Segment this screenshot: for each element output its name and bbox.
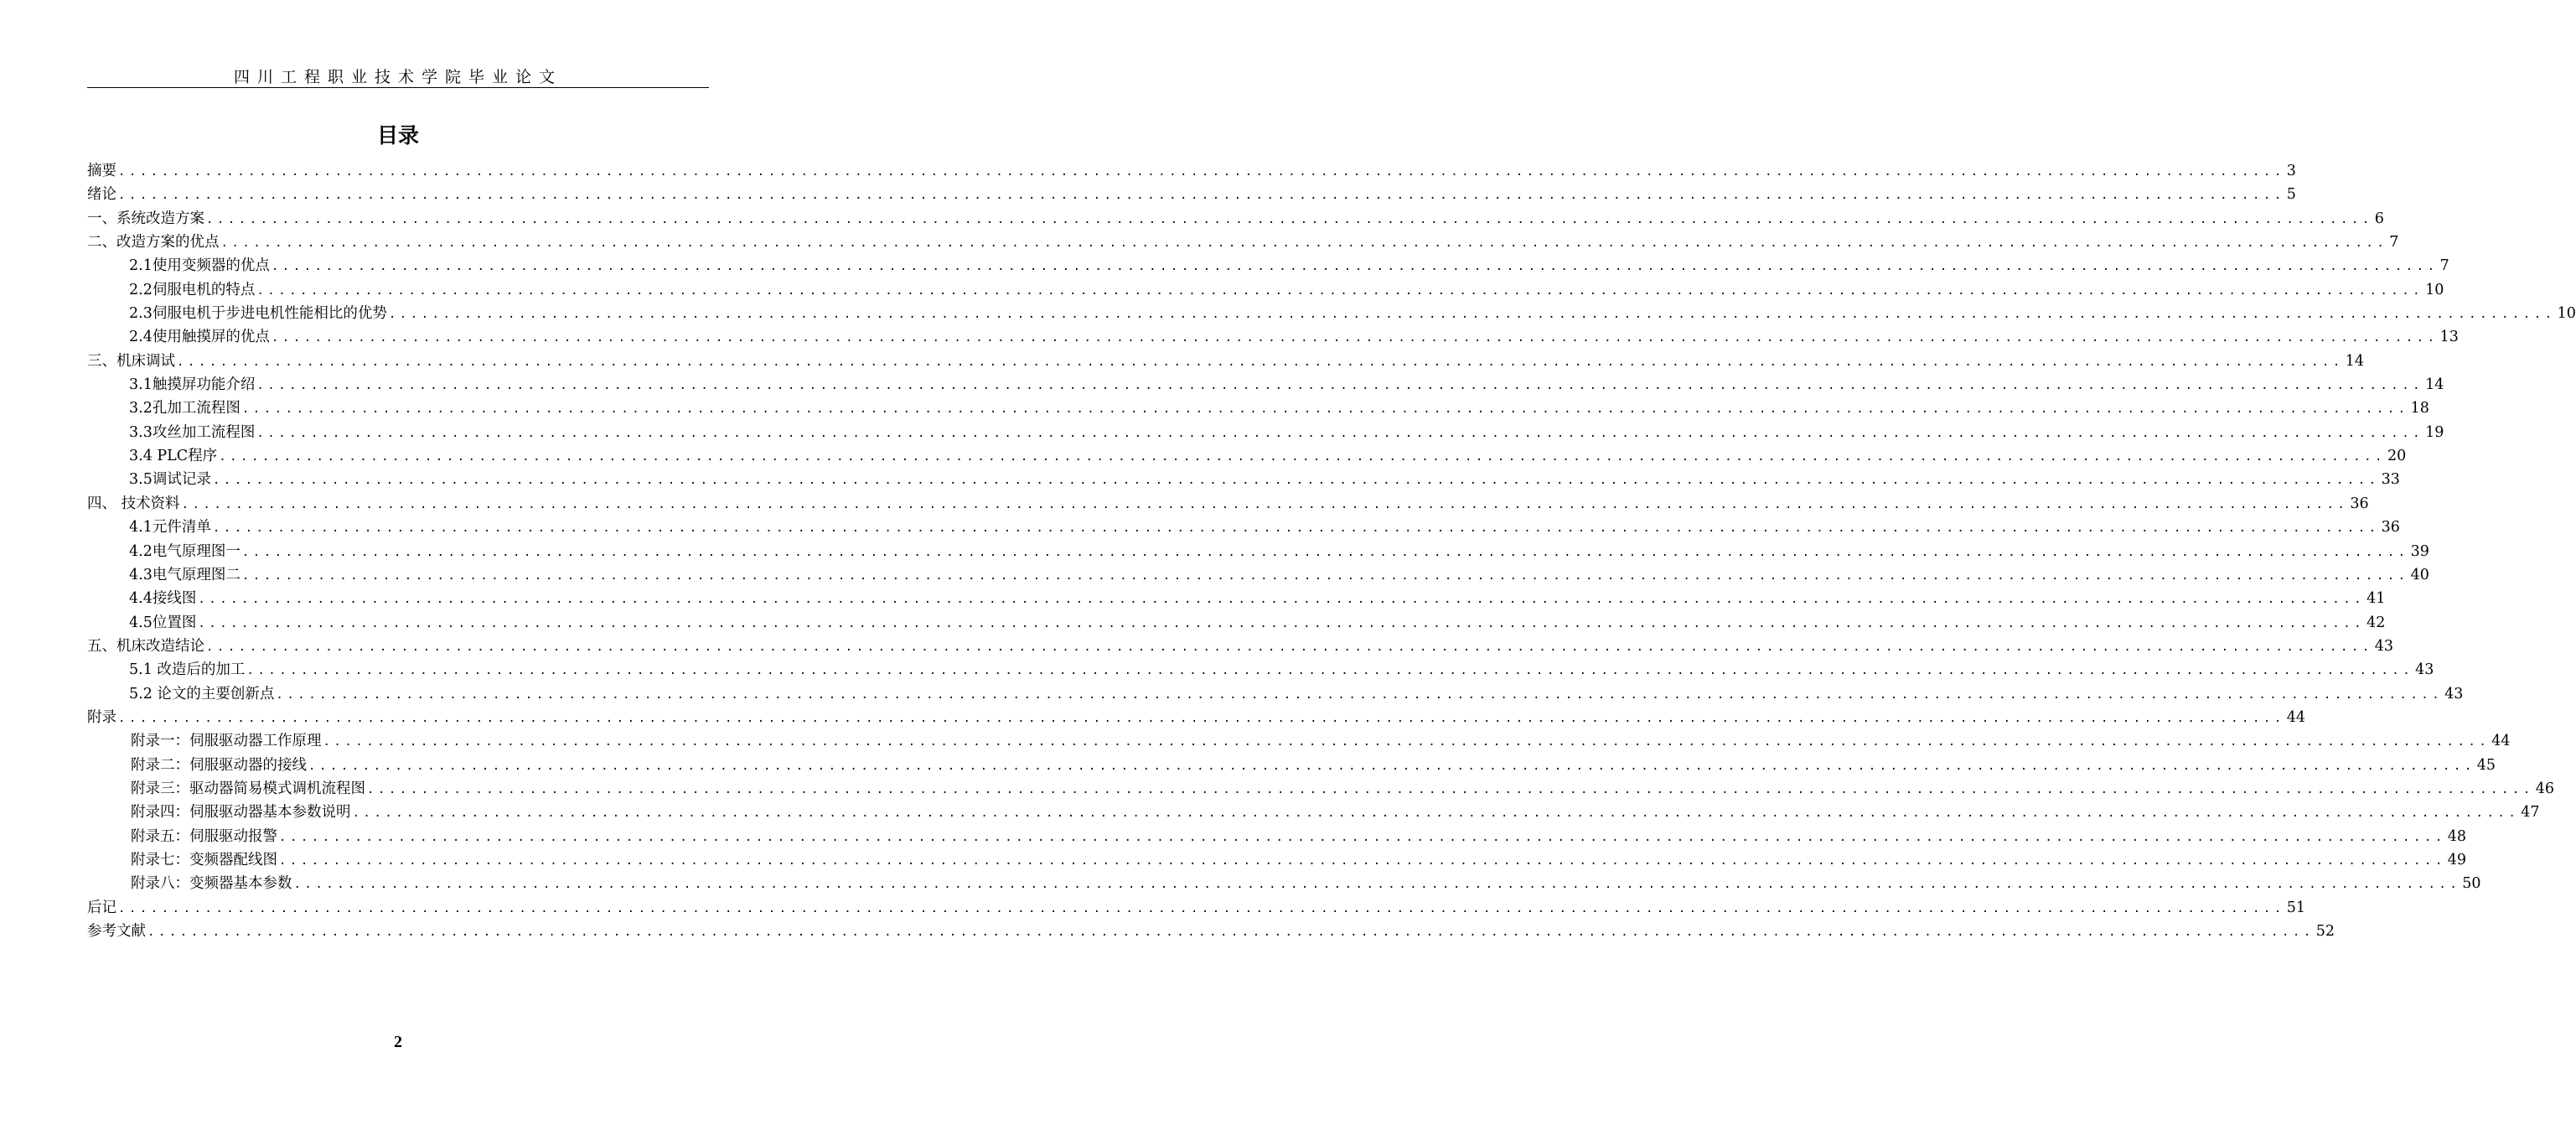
toc-entry-page: 7: [2439, 257, 2449, 275]
dot-leader: ........................................................................................................................................................................................................: [241, 402, 2409, 417]
toc-entry[interactable]: [87, 231, 2399, 254]
dot-leader: ........................................................................................................................................................................................................: [118, 189, 2285, 203]
toc-entry-title: 2.1使用变频器的优点: [129, 257, 270, 275]
toc-entry-page: 14: [2425, 376, 2444, 394]
toc-entry[interactable]: [87, 278, 2444, 302]
toc-entry-title: 二、改造方案的优点: [87, 234, 220, 251]
toc-entry-page: 19: [2425, 423, 2444, 441]
toc-entry-title: 5.2 论文的主要创新点: [129, 685, 275, 702]
table-of-contents: [87, 159, 2576, 943]
dot-leader: ........................................................................................................................................................................................................: [352, 806, 2520, 821]
toc-entry[interactable]: [87, 920, 2335, 943]
toc-entry-title: 参考文献: [87, 923, 146, 940]
toc-entry-title: 4.2电气原理图一: [129, 542, 241, 560]
toc-entry[interactable]: [87, 516, 2400, 539]
dot-leader: ........................................................................................................................................................................................................: [177, 355, 2344, 369]
toc-entry-title: 绪论: [87, 186, 116, 204]
toc-entry-title: 3.4 PLC程序: [129, 448, 218, 465]
toc-entry-page: 40: [2410, 566, 2429, 583]
toc-entry[interactable]: [87, 421, 2444, 444]
toc-entry-page: 20: [2387, 448, 2407, 465]
toc-entry[interactable]: [87, 159, 2296, 183]
toc-entry[interactable]: [87, 302, 2576, 325]
toc-entry-title: 5.1 改造后的加工: [129, 661, 246, 679]
dot-leader: ........................................................................................................................................................................................................: [308, 759, 2475, 773]
toc-entry-page: 44: [2286, 708, 2306, 726]
toc-entry[interactable]: [87, 848, 2467, 872]
toc-entry-page: 33: [2381, 471, 2400, 489]
toc-entry-page: 5: [2286, 186, 2296, 204]
toc-entry-title: 一、系统改造方案: [87, 210, 204, 227]
dot-leader: ........................................................................................................................................................................................................: [118, 165, 2285, 179]
toc-entry[interactable]: [87, 468, 2400, 491]
page-title: 目录: [376, 123, 419, 148]
toc-entry-page: 10: [2557, 305, 2576, 323]
dot-leader: ........................................................................................................................................................................................................: [246, 664, 2414, 678]
toc-entry-page: 50: [2462, 875, 2481, 893]
toc-entry[interactable]: [87, 397, 2429, 420]
dot-leader: ........................................................................................................................................................................................................: [256, 426, 2424, 440]
dot-leader: ........................................................................................................................................................................................................: [388, 308, 2556, 322]
toc-entry-title: 4.5位置图: [129, 614, 197, 631]
toc-entry-title: 附录四：伺服驱动器基本参数说明: [131, 804, 351, 822]
toc-entry-page: 43: [2374, 637, 2394, 655]
dot-leader: ........................................................................................................................................................................................................: [147, 925, 2315, 939]
toc-entry-title: 2.2伺服电机的特点: [129, 281, 256, 298]
toc-entry[interactable]: [87, 729, 2511, 753]
toc-entry-page: 10: [2425, 281, 2444, 298]
toc-entry[interactable]: [87, 825, 2467, 848]
toc-entry[interactable]: [87, 754, 2496, 777]
toc-entry[interactable]: [87, 563, 2429, 587]
toc-entry[interactable]: [87, 658, 2434, 682]
toc-entry[interactable]: [87, 801, 2540, 824]
dot-leader: ........................................................................................................................................................................................................: [367, 782, 2534, 796]
running-header: 四川工程职业技术学院毕业论文: [233, 68, 562, 86]
toc-entry-title: 附录八：变频器基本参数: [131, 875, 292, 893]
toc-entry-page: 6: [2374, 210, 2384, 227]
toc-entry-page: 43: [2444, 685, 2464, 702]
toc-entry-title: 4.3电气原理图二: [129, 566, 241, 583]
toc-entry-page: 13: [2439, 329, 2459, 346]
toc-entry-page: 51: [2286, 899, 2306, 916]
dot-leader: ........................................................................................................................................................................................................: [219, 450, 2386, 464]
toc-entry-page: 45: [2476, 756, 2496, 774]
toc-entry-title: 3.5调试记录: [129, 471, 211, 489]
toc-entry-title: 附录一：伺服驱动器工作原理: [131, 733, 322, 750]
toc-entry-title: 2.3伺服电机于步进电机性能相比的优势: [129, 305, 387, 323]
dot-leader: ........................................................................................................................................................................................................: [241, 545, 2409, 559]
toc-entry-title: 附录三：驱动器简易模式调机流程图: [131, 780, 365, 797]
dot-leader: ........................................................................................................................................................................................................: [323, 735, 2491, 749]
dot-leader: ........................................................................................................................................................................................................: [256, 283, 2424, 298]
toc-entry-title: 附录七：变频器配线图: [131, 851, 277, 868]
toc-entry-page: 14: [2345, 352, 2365, 370]
toc-entry-page: 36: [2381, 519, 2400, 537]
toc-entry-title: 附录二：伺服驱动器的接线: [131, 756, 307, 774]
dot-leader: ........................................................................................................................................................................................................: [256, 379, 2424, 393]
toc-entry[interactable]: [87, 706, 2306, 729]
toc-entry-title: 摘要: [87, 163, 116, 179]
toc-entry[interactable]: [87, 183, 2296, 206]
toc-entry[interactable]: [87, 635, 2394, 658]
dot-leader: ........................................................................................................................................................................................................: [206, 212, 2373, 226]
dot-leader: ........................................................................................................................................................................................................: [276, 687, 2444, 702]
toc-entry-page: 41: [2367, 590, 2386, 608]
dot-leader: ........................................................................................................................................................................................................: [212, 474, 2380, 488]
toc-entry[interactable]: [87, 207, 2384, 231]
toc-entry-title: 五、机床改造结论: [87, 637, 204, 655]
dot-leader: ........................................................................................................................................................................................................: [118, 901, 2285, 915]
toc-entry-page: 46: [2535, 780, 2555, 797]
toc-entry[interactable]: [87, 254, 2449, 277]
toc-entry[interactable]: [87, 682, 2464, 706]
toc-entry-title: 三、机床调试: [87, 352, 175, 370]
toc-entry-page: 3: [2286, 163, 2296, 179]
dot-leader: ........................................................................................................................................................................................................: [198, 616, 2366, 630]
toc-entry[interactable]: [87, 611, 2386, 635]
dot-leader: ........................................................................................................................................................................................................: [279, 853, 2446, 868]
toc-entry[interactable]: [87, 444, 2407, 468]
toc-entry-title: 四、 技术资料: [87, 495, 180, 512]
toc-entry-title: 3.1触摸屏功能介绍: [129, 376, 256, 394]
dot-leader: ........................................................................................................................................................................................................: [206, 640, 2373, 654]
toc-entry-page: 36: [2350, 495, 2369, 512]
toc-entry-title: 3.2孔加工流程图: [129, 400, 241, 417]
page-number: 2: [394, 1033, 402, 1051]
toc-entry-title: 附录: [87, 708, 116, 726]
dot-leader: ........................................................................................................................................................................................................: [181, 497, 2349, 511]
toc-entry-page: 7: [2389, 234, 2399, 251]
toc-entry[interactable]: [87, 777, 2555, 801]
toc-entry-title: 后记: [87, 899, 116, 916]
dot-leader: ........................................................................................................................................................................................................: [279, 830, 2446, 844]
toc-entry-title: 3.3攻丝加工流程图: [129, 423, 256, 441]
toc-entry-page: 42: [2367, 614, 2386, 631]
toc-entry-page: 52: [2315, 923, 2335, 940]
toc-entry-page: 18: [2410, 400, 2429, 417]
dot-leader: ........................................................................................................................................................................................................: [293, 878, 2461, 892]
toc-entry[interactable]: [87, 492, 2369, 516]
toc-entry[interactable]: [87, 896, 2306, 920]
dot-leader: ........................................................................................................................................................................................................: [271, 331, 2439, 345]
dot-leader: ........................................................................................................................................................................................................: [212, 521, 2380, 536]
header-rule: [87, 87, 709, 88]
dot-leader: ........................................................................................................................................................................................................: [241, 568, 2409, 583]
toc-entry-title: 附录五：伺服驱动报警: [131, 827, 277, 845]
toc-entry[interactable]: [87, 540, 2429, 563]
toc-entry-page: 47: [2521, 804, 2540, 822]
toc-entry[interactable]: [87, 373, 2444, 397]
toc-entry[interactable]: [87, 872, 2481, 895]
toc-entry-page: 44: [2491, 733, 2511, 750]
dot-leader: ........................................................................................................................................................................................................: [271, 260, 2439, 274]
toc-entry[interactable]: [87, 587, 2386, 610]
toc-entry-page: 49: [2447, 851, 2467, 868]
toc-entry-page: 39: [2410, 542, 2429, 560]
dot-leader: ........................................................................................................................................................................................................: [198, 593, 2366, 607]
dot-leader: ........................................................................................................................................................................................................: [220, 236, 2388, 251]
dot-leader: ........................................................................................................................................................................................................: [118, 711, 2285, 725]
toc-entry[interactable]: [87, 350, 2365, 373]
toc-entry-page: 43: [2415, 661, 2434, 679]
toc-entry-title: 4.1元件清单: [129, 519, 211, 537]
toc-entry[interactable]: [87, 325, 2459, 349]
toc-entry-title: 2.4使用触摸屏的优点: [129, 329, 270, 346]
toc-entry-title: 4.4接线图: [129, 590, 197, 608]
toc-entry-page: 48: [2447, 827, 2467, 845]
